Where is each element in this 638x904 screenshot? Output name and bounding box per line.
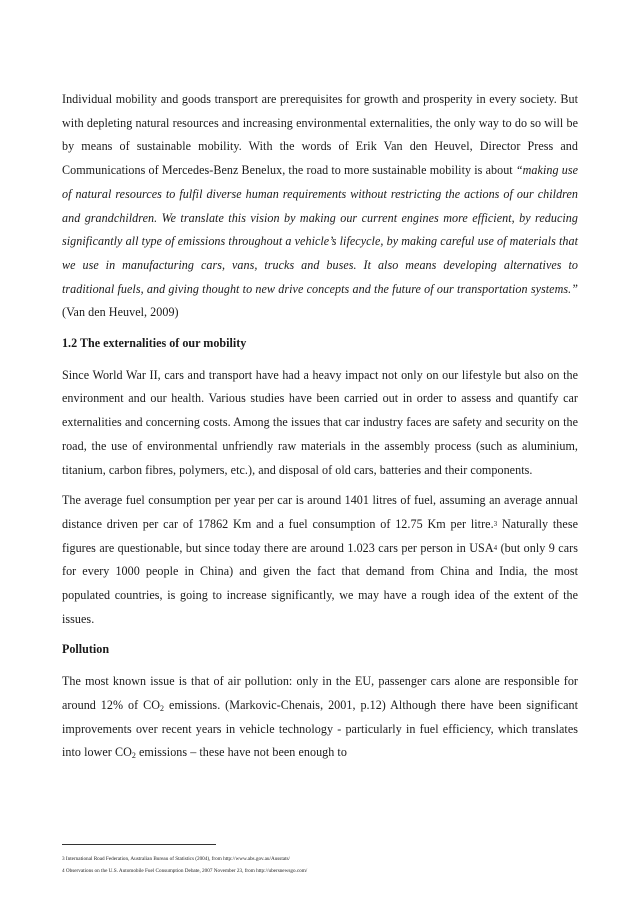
paragraph-text: The average fuel consumption per year per car is around 1401 litres of fuel, assuming an average annual distance driven per car of 17862 Km and a fuel consumption of 12.75 Km per litre. <box>62 493 578 531</box>
footnote-separator <box>62 844 216 845</box>
subheading-pollution: Pollution <box>62 642 110 657</box>
document-body <box>62 88 578 772</box>
paragraph-air-pollution <box>62 670 578 765</box>
paragraph-text: Individual mobility and goods transport are prerequisites for growth and prosperity in every society. But with depleting natural resources and increasing environmental externalities, the only way to do so will be by means of sustainable mobility. With the words of Erik Van den Heuvel, Director Press and Communications of Mercedes-Benz Benelux, the road to more sustainable mobility is about <box>62 92 578 178</box>
footnote-ref-3[interactable]: 3 <box>493 519 498 528</box>
section-heading: 1.2 The externalities of our mobility <box>62 336 247 351</box>
paragraph-text: Naturally these figures are questionable, but since today there are around 1.023 cars per person in USA <box>62 516 578 555</box>
subscript-2: 2 <box>131 751 136 761</box>
paragraph-text: The most known issue is that of air pollution: only in the EU, passenger cars alone are responsible for around 12% of CO <box>62 674 578 712</box>
paragraph-text: emissions. (Markovic-Chenais, 2001, p.12) Although there have been significant improvements over recent years in vehicle technology - particularly in fuel efficiency, which translates into lower CO <box>62 697 578 760</box>
paragraph-text: (but only 9 cars for every 1000 people in China) and given the fact that demand from China and India, the most populated countries, is going to increase significantly, we may have a rough idea of the extent of the issues. <box>62 540 578 626</box>
subscript-2: 2 <box>160 703 165 713</box>
paragraph-text: emissions – these have not been enough to <box>135 745 347 760</box>
footnotes <box>62 853 578 877</box>
citation-text: (Van den Heuvel, 2009) <box>62 305 179 320</box>
paragraph-fuel-consumption <box>62 489 578 631</box>
footnote-3: 3 International Road Federation, Australian Bureau of Statistics (2004), from http://www.abs.gov.au/Ausstats/ <box>62 856 290 862</box>
footnote-4: 4 Observations on the U.S. Automobile Fuel Consumption Debate, 2007 November 23, from http://ubersnewsgo.com/ <box>62 868 308 874</box>
footnote-ref-4[interactable]: 4 <box>493 543 498 552</box>
quote-text: “making use of natural resources to fulfil diverse human requirements without restricting the actions of our children and grandchildren. We translate this vision by making our current engines more efficient, by reducing significantly all type of emissions throughout a vehicle’s lifecycle, by making careful use of materials that we use in manufacturing cars, vans, trucks and buses. It also means developing alternatives to traditional fuels, and giving thought to new drive concepts and the future of our transportation systems.” <box>62 163 578 296</box>
paragraph-sustainable-mobility <box>62 88 578 325</box>
paragraph-world-war: Since World War II, cars and transport have had a heavy impact not only on our lifestyle but also on the environment and our health. Various studies have been carried out in order to assess and quantify car externalities and concerning costs. Among the issues that car industry faces are safety and security on the road, the use of environmental unfriendly raw materials in the assembly process (such as aluminium, titanium, carbon fibres, polymers, etc.), and disposal of old cars, batteries and their components. <box>62 367 578 477</box>
